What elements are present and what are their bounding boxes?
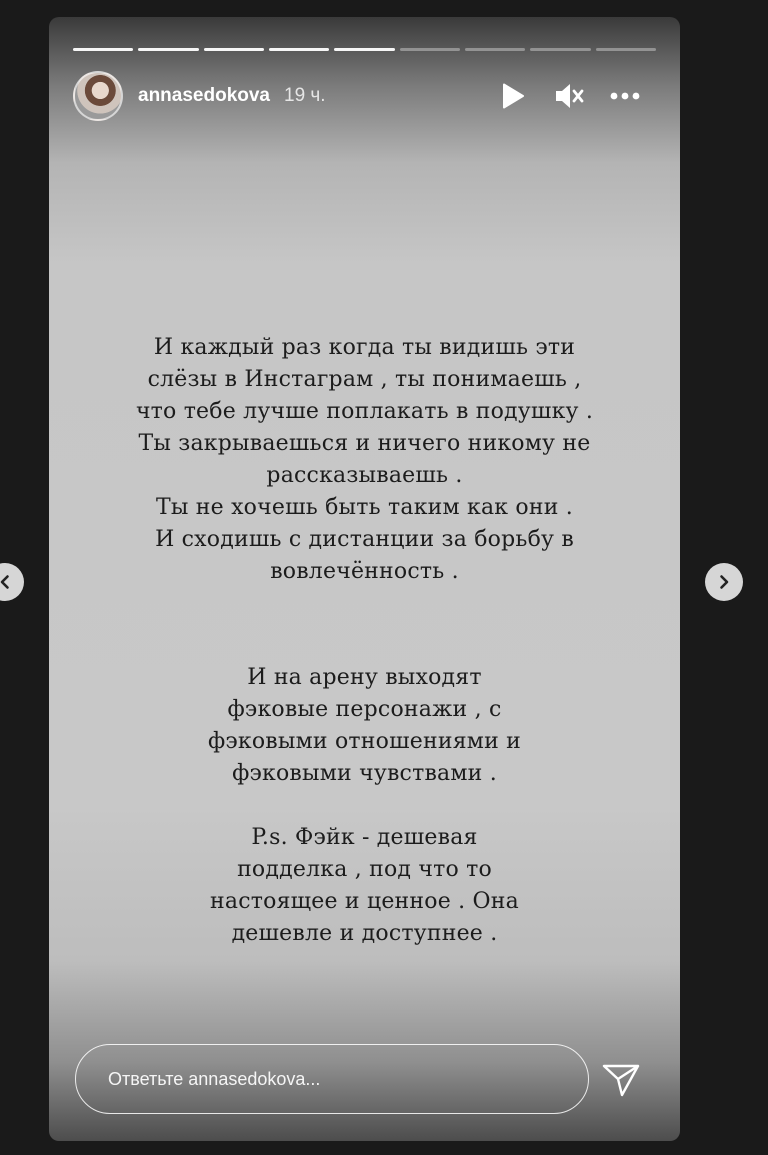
chevron-left-icon bbox=[0, 573, 14, 591]
reply-input[interactable] bbox=[75, 1044, 589, 1114]
story-text-paragraph-3: P.s. Фэйк - дешевая подделка , под что то настоящее и ценное . Она дешевле и доступнее . bbox=[210, 825, 519, 946]
play-button[interactable] bbox=[498, 81, 528, 111]
story-text-paragraph-2: И на арену выходят фэковые персонажи , с фэковыми отношениями и фэковыми чувствами . bbox=[207, 665, 522, 786]
send-button[interactable] bbox=[601, 1060, 641, 1100]
progress-segment bbox=[73, 48, 133, 51]
progress-segment bbox=[530, 48, 590, 51]
story-controls bbox=[498, 81, 640, 111]
avatar[interactable] bbox=[73, 71, 123, 121]
send-icon bbox=[601, 1060, 641, 1100]
progress-segment bbox=[400, 48, 460, 51]
progress-segment bbox=[138, 48, 198, 51]
progress-segment bbox=[596, 48, 656, 51]
reply-placeholder: Ответьте annasedokova... bbox=[108, 1068, 321, 1089]
more-horizontal-icon bbox=[610, 91, 640, 101]
next-story-button[interactable] bbox=[705, 563, 743, 601]
play-icon bbox=[500, 82, 526, 110]
progress-segment bbox=[269, 48, 329, 51]
more-options-button[interactable] bbox=[610, 81, 640, 111]
previous-story-button[interactable] bbox=[0, 563, 24, 601]
chevron-right-icon bbox=[715, 573, 733, 591]
mute-button[interactable] bbox=[554, 81, 584, 111]
story-text-paragraph-1: И каждый раз когда ты видишь эти слёзы в Инстаграм , ты понимаешь , что тебе лучше поплакать в подушку . Ты закрываешься и ничего никому не рассказываешь . Ты не хочешь быть таким как они . И сходишь с дистанции за борьбу в вовлечённость . bbox=[135, 335, 594, 584]
progress-segment bbox=[204, 48, 264, 51]
username[interactable]: annasedokova bbox=[138, 85, 270, 106]
story-progress-bar bbox=[73, 48, 656, 51]
timestamp: 19 ч. bbox=[284, 85, 326, 106]
volume-muted-icon bbox=[554, 82, 584, 110]
progress-segment bbox=[334, 48, 394, 51]
progress-segment bbox=[465, 48, 525, 51]
story-card[interactable] bbox=[49, 17, 680, 1141]
story-header bbox=[73, 70, 656, 122]
